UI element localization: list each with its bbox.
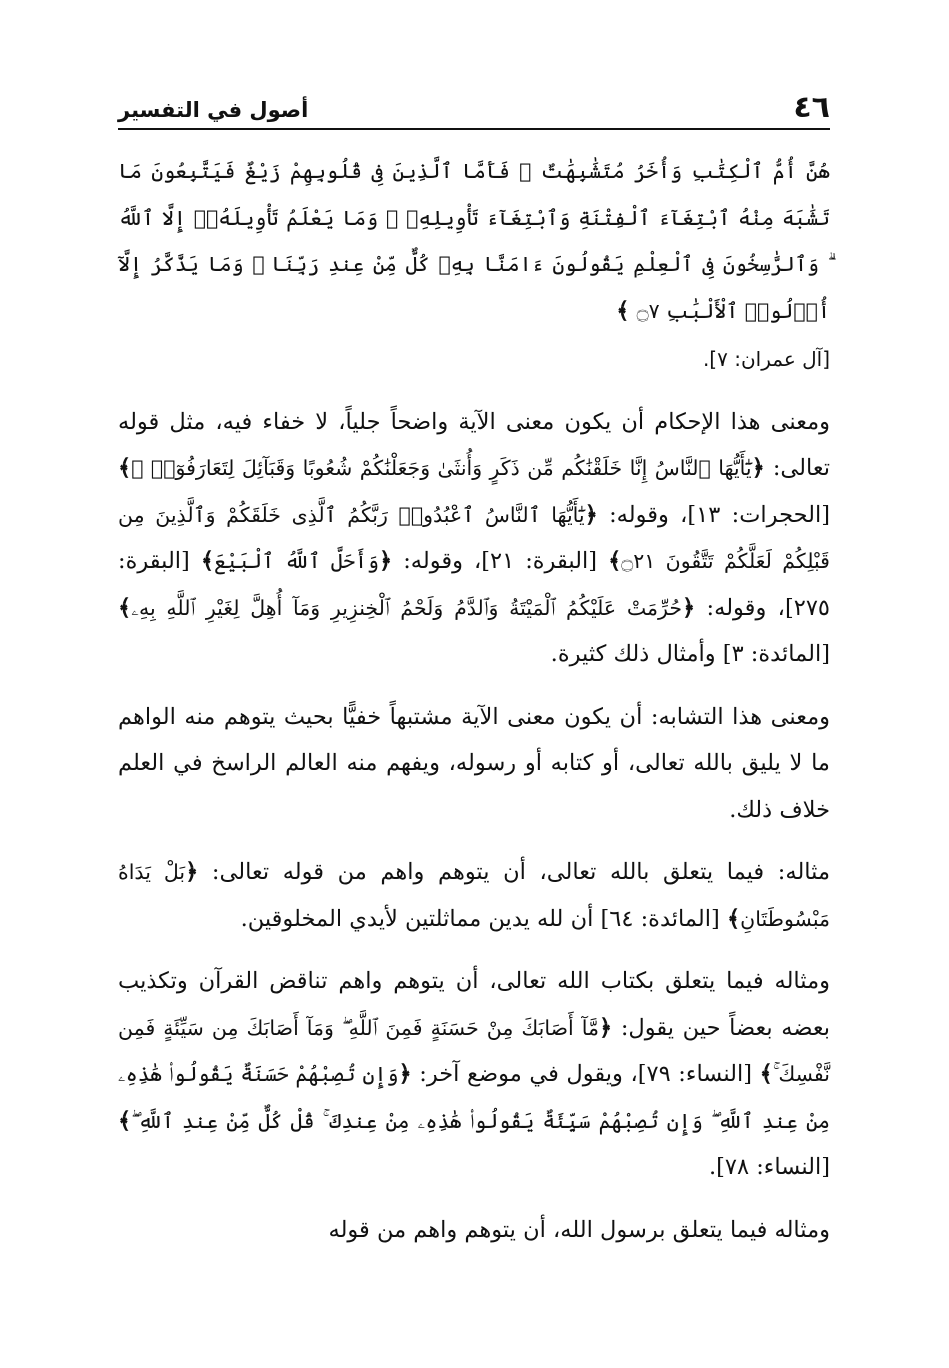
- verse-reference-paragraph: [118, 336, 830, 383]
- verse-reference: [آل عمران: ٧].: [702, 347, 830, 371]
- quran-verse: وَأَحَلَّ ٱللَّهُ ٱلْبَيْعَ: [214, 549, 379, 573]
- closing-bracket: ﴾: [118, 455, 132, 481]
- opening-bracket: ﴿: [378, 548, 393, 574]
- opening-bracket: ﴿: [584, 501, 598, 528]
- paragraph-text: مثاله: فيما يتعلق بالله تعالى، أن يتوهم واهم من قوله تعالى:: [198, 859, 830, 885]
- page-number: ٤٦: [793, 90, 830, 125]
- verse-reference: [البقرة: ٢٧٥]، وقوله:: [118, 548, 830, 621]
- quran-verse: حُرِّمَتْ عَلَيْكُمُ ٱلْمَيْتَةُ وَٱلدَّمُ وَلَحْمُ ٱلْخِنزِيرِ وَمَآ أُهِلَّ لِغَيْرِ ٱللَّهِ بِهِۦ: [131, 595, 682, 620]
- opening-bracket: ﴿: [185, 859, 199, 885]
- verse-reference: [المائدة: ٦٤] أن لله يدين مماثلتين لأيدي المخلوقين.: [240, 905, 727, 932]
- verse-reference: [المائدة: ٣] وأمثال ذلك كثيرة.: [550, 641, 830, 667]
- paragraph-mutashabih: [118, 694, 830, 834]
- paragraph-text: ومعنى هذا التشابه: أن يكون معنى الآية مشتبهاً خفيًّا بحيث يتوهم منه الواهم ما لا يليق بالله تعالى، أو كتابه أو رسوله، ويفهم منه العالم الراسخ في العلم خلاف ذلك.: [118, 703, 830, 823]
- quran-verse: مَّآ أَصَابَكَ مِنْ حَسَنَةٍ فَمِنَ ٱللَّهِ ۖ وَمَآ أَصَابَكَ مِن سَيِّئَةٍ فَمِن نَّفْسِكَ ۚ: [118, 1015, 831, 1086]
- closing-bracket: ﴾: [616, 297, 630, 324]
- paragraph-text: ومثاله فيما يتعلق بكتاب الله تعالى، أن يتوهم واهم تناقض القرآن وتكذيب بعضه بعضاً حين يقول:: [118, 968, 830, 1041]
- closing-bracket: ﴾: [759, 1061, 773, 1087]
- opening-bracket: ﴿: [751, 455, 765, 481]
- paragraph-text: ومثاله فيما يتعلق برسول الله، أن يتوهم واهم من قوله: [328, 1216, 830, 1243]
- quran-verse: هُنَّ أُمُّ ٱلْكِتَٰبِ وَأُخَرُ مُتَشَٰبِهَٰتٌ ۖ فَأَمَّا ٱلَّذِينَ فِى قُلُوبِهِمْ زَيْغٌ فَيَتَّبِعُونَ مَا تَشَٰبَهَ مِنْهُ ٱبْتِغَآءَ ٱلْفِتْنَةِ وَٱبْتِغَآءَ تَأْوِيلِهِۦ ۗ وَمَا يَعْلَمُ تَأْوِيلَهُۥٓ إِلَّا ٱللَّهُ ۗ وَٱلرَّٰسِخُونَ فِى ٱلْعِلْمِ يَقُولُونَ ءَامَنَّا بِهِۦ كُلٌّ مِّنْ عِندِ رَبِّنَا ۗ وَمَا يَذَّكَّرُ إِلَّآ أُو۟لُوا۟ ٱلْأَلْبَٰبِ ۝٧: [118, 159, 830, 323]
- paragraph-example-messenger: [118, 1207, 830, 1254]
- quran-verse: يَٰٓأَيُّهَا ٱلنَّاسُ ٱعْبُدُوا۟ رَبَّكُمُ ٱلَّذِى خَلَقَكُمْ وَٱلَّذِينَ مِن قَبْلِكُمْ لَعَلَّكُمْ تَتَّقُونَ ۝٢١: [118, 502, 830, 573]
- closing-bracket: ﴾: [608, 548, 622, 574]
- opening-bracket: ﴿: [598, 1014, 613, 1041]
- body-text: [118, 148, 830, 1269]
- closing-bracket: ﴾: [200, 548, 215, 574]
- paragraph-example-allah: [118, 849, 830, 942]
- running-title: أصول في التفسير: [118, 98, 309, 122]
- paragraph-example-book: [118, 958, 830, 1191]
- verse-reference: [البقرة: ٢١]، وقوله:: [392, 548, 609, 574]
- paragraph-muhkam: [118, 399, 830, 678]
- page-header: [118, 84, 830, 130]
- opening-bracket: ﴿: [398, 1061, 412, 1087]
- verse-reference: [الحجرات: ١٣]، وقوله:: [597, 501, 830, 528]
- closing-bracket: ﴾: [118, 1107, 132, 1134]
- quran-verse: بَلْ يَدَاهُ مَبْسُوطَتَانِ: [118, 860, 830, 931]
- closing-bracket: ﴾: [726, 905, 741, 932]
- closing-bracket: ﴾: [118, 594, 132, 621]
- opening-bracket: ﴿: [682, 594, 696, 621]
- paragraph-verse-continuation: [118, 148, 830, 334]
- verse-reference: [النساء: ٧٨].: [708, 1154, 830, 1180]
- quran-verse: وَإِن تُصِبْهُمْ حَسَنَةٌ يَقُولُوا۟ هَٰذِهِۦ مِنْ عِندِ ٱللَّهِ ۖ وَإِن تُصِبْهُمْ سَيِّئَةٌ يَقُولُوا۟ هَٰذِهِۦ مِنْ عِندِكَ ۚ قُلْ كُلٌّ مِّنْ عِندِ ٱللَّهِ ۖ: [118, 1062, 830, 1133]
- paragraph-text: ومعنى هذا الإحكام أن يكون معنى الآية واضحاً جلياً، لا خفاء فيه، مثل قوله تعالى:: [118, 408, 830, 481]
- verse-reference: [النساء: ٧٩]، ويقول في موضع آخر:: [411, 1061, 760, 1087]
- quran-verse: يَٰٓأَيُّهَا ٱلنَّاسُ إِنَّا خَلَقْنَٰكُم مِّن ذَكَرٍ وَأُنثَىٰ وَجَعَلْنَٰكُمْ شُعُوبًا وَقَبَآئِلَ لِتَعَارَفُوٓا۟ ۚ: [131, 456, 752, 480]
